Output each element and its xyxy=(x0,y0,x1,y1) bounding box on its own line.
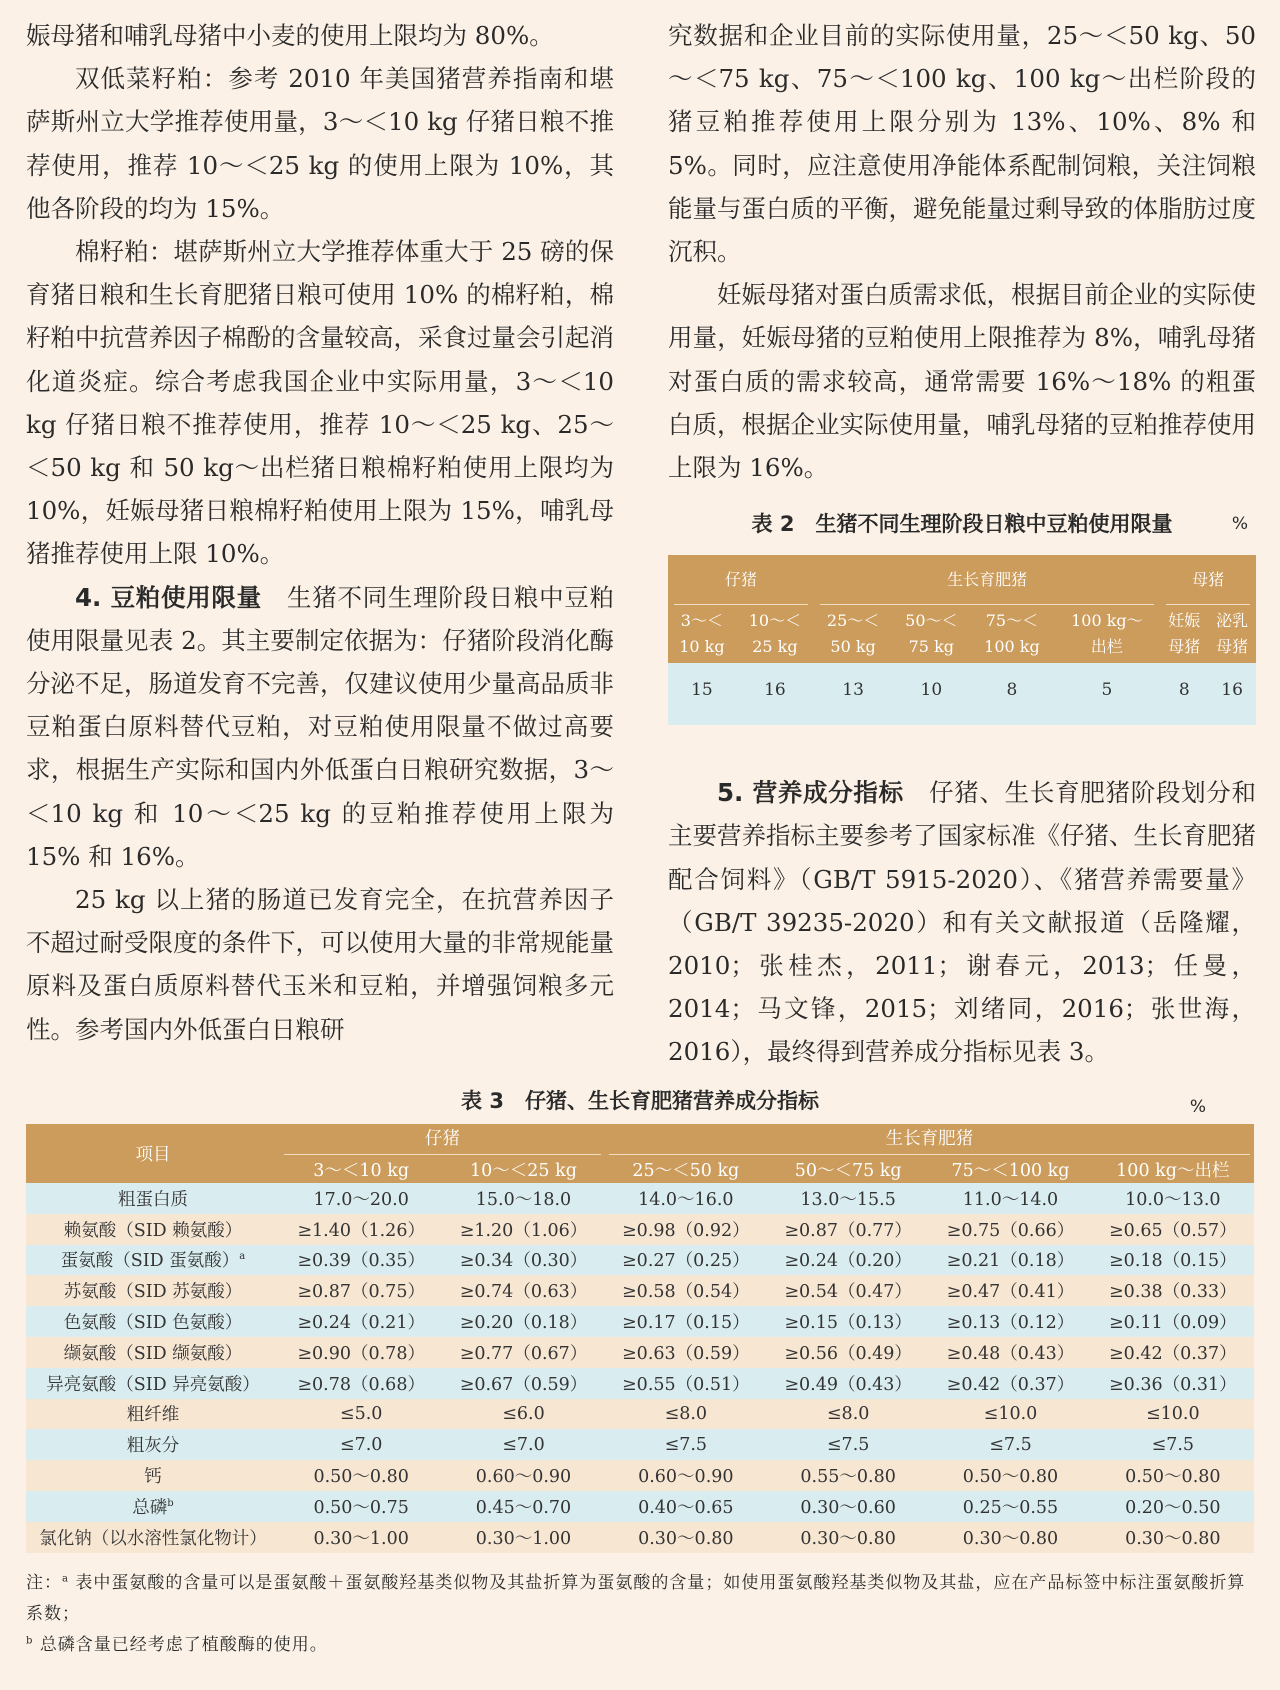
table2-cell: 13 xyxy=(814,663,892,717)
table3-cell: ≥0.13（0.12） xyxy=(929,1306,1091,1337)
table3-cell: ≥1.20（1.06） xyxy=(442,1214,604,1245)
table3-cell: 0.30～0.80 xyxy=(1092,1522,1254,1553)
table3-cell: 0.30～0.80 xyxy=(929,1522,1091,1553)
table3-cell: 0.45～0.70 xyxy=(442,1491,604,1522)
table3-cell: ≥0.38（0.33） xyxy=(1092,1275,1254,1306)
table2-cell: 16 xyxy=(736,663,814,717)
table2-cell: 8 xyxy=(1160,663,1208,717)
table3-cell: ≥0.48（0.43） xyxy=(929,1337,1091,1368)
section-heading: 4. 豆粕使用限量 xyxy=(75,582,262,612)
table3-item-cell: 赖氨酸（SID 赖氨酸） xyxy=(26,1214,280,1245)
table3-item-cell: 氯化钠（以水溶性氯化物计） xyxy=(26,1522,280,1553)
table3-cell: ≥0.24（0.21） xyxy=(280,1306,442,1337)
table2-cell: 16 xyxy=(1208,663,1256,717)
table2-col-header: 10～＜ 25 kg xyxy=(736,605,814,663)
table3-item-cell: 缬氨酸（SID 缬氨酸） xyxy=(26,1337,280,1368)
paragraph xyxy=(668,771,1256,1073)
table3-row xyxy=(26,1522,1254,1553)
table3-cell: ≥0.42（0.37） xyxy=(929,1368,1091,1399)
table3-cell: ≥0.63（0.59） xyxy=(605,1337,767,1368)
table3-cell: ≥0.11（0.09） xyxy=(1092,1306,1254,1337)
table3-row xyxy=(26,1337,1254,1368)
table2-col-header: 100 kg～ 出栏 xyxy=(1053,605,1160,663)
table2-col-header: 50～＜ 75 kg xyxy=(892,605,970,663)
table3-cell: ≥0.20（0.18） xyxy=(442,1306,604,1337)
table3-cell: 0.50～0.80 xyxy=(929,1460,1091,1491)
table3-cell: ≥0.55（0.51） xyxy=(605,1368,767,1399)
table3-cell: 11.0～14.0 xyxy=(929,1183,1091,1214)
table3-cell: 0.60～0.90 xyxy=(605,1460,767,1491)
table2-cell: 15 xyxy=(668,663,736,717)
table3-cell: ≤5.0 xyxy=(280,1399,442,1430)
table3-row xyxy=(26,1460,1254,1491)
table3-cell: ≤8.0 xyxy=(767,1399,929,1430)
table-notes xyxy=(26,1568,1254,1661)
table3-cell: ≥0.98（0.92） xyxy=(605,1214,767,1245)
note-b: $^b$ 总磷含量已经考虑了植酸酶的使用。 xyxy=(26,1635,328,1655)
paragraph: 究数据和企业目前的实际使用量，25～＜50 kg、50～＜75 kg、75～＜100 kg、100 kg～出栏阶段的猪豆粕推荐使用上限分别为 13%、10%、8% 和 5%。同时，应注意使用净能体系配制饲粮，关注饲粮能量与蛋白质的平衡，避免能量过剩导致的体脂肪过度沉积。 xyxy=(668,21,1256,267)
paragraph: 双低菜籽粕：参考 2010 年美国猪营养指南和堪萨斯州立大学推荐使用量，3～＜10 kg 仔猪日粮不推荐使用，推荐 10～＜25 kg 的使用上限为 10%，其他各阶段的均为 15%。 xyxy=(26,64,614,223)
table3-row xyxy=(26,1183,1254,1214)
table3-cell: ≥0.21（0.18） xyxy=(929,1245,1091,1276)
table2-group-header: 仔猪 xyxy=(668,555,814,605)
table3-group-header: 生长育肥猪 xyxy=(605,1124,1254,1155)
table3-cell: ≤7.0 xyxy=(442,1429,604,1460)
table3-cell: 0.55～0.80 xyxy=(767,1460,929,1491)
table3-cell: 15.0～18.0 xyxy=(442,1183,604,1214)
table3-row xyxy=(26,1429,1254,1460)
table2-unit: % xyxy=(1231,514,1248,535)
table2-col-header: 75～＜ 100 kg xyxy=(970,605,1053,663)
table3-cell: 0.30～1.00 xyxy=(280,1522,442,1553)
table3-item-cell: 异亮氨酸（SID 异亮氨酸） xyxy=(26,1368,280,1399)
table2-col-header: 25～＜ 50 kg xyxy=(814,605,892,663)
table3-cell: ≥0.78（0.68） xyxy=(280,1368,442,1399)
table3-row xyxy=(26,1491,1254,1522)
table3-item-cell: 蛋氨酸（SID 蛋氨酸）$^a$ xyxy=(26,1245,280,1276)
table2-col-header: 3～＜ 10 kg xyxy=(668,605,736,663)
table3-cell: ≥0.39（0.35） xyxy=(280,1245,442,1276)
table3-cell: 0.50～0.75 xyxy=(280,1491,442,1522)
table3-cell: ≥0.87（0.75） xyxy=(280,1275,442,1306)
table3-cell: 0.50～0.80 xyxy=(280,1460,442,1491)
table3-cell: ≥0.56（0.49） xyxy=(767,1337,929,1368)
table3-cell: ≤7.0 xyxy=(280,1429,442,1460)
table3-cell: ≤7.5 xyxy=(929,1429,1091,1460)
table3-cell: ≥0.15（0.13） xyxy=(767,1306,929,1337)
table3-cell: 13.0～15.5 xyxy=(767,1183,929,1214)
table2-cell: 5 xyxy=(1053,663,1160,717)
table2-group-header: 母猪 xyxy=(1160,555,1256,605)
note-a: 注：$^a$ 表中蛋氨酸的含量可以是蛋氨酸＋蛋氨酸羟基类似物及其盐折算为蛋氨酸的含量；如使用蛋氨酸羟基类似物及其盐，应在产品标签中标注蛋氨酸折算系数； xyxy=(26,1573,1246,1624)
table3-cell: ≥0.54（0.47） xyxy=(767,1275,929,1306)
table3-cell: ≥0.27（0.25） xyxy=(605,1245,767,1276)
table2-col-header: 泌乳 母猪 xyxy=(1208,605,1256,663)
table3-cell: ≥0.90（0.78） xyxy=(280,1337,442,1368)
table3-cell: ≥0.67（0.59） xyxy=(442,1368,604,1399)
table3-row xyxy=(26,1399,1254,1430)
table3-cell: 10.0～13.0 xyxy=(1092,1183,1254,1214)
table3-cell: ≥0.58（0.54） xyxy=(605,1275,767,1306)
table3-row xyxy=(26,1306,1254,1337)
table3-title: 表 3 仔猪、生长育肥猪营养成分指标 xyxy=(461,1089,819,1113)
table3-item-cell: 色氨酸（SID 色氨酸） xyxy=(26,1306,280,1337)
table2-cell: 10 xyxy=(892,663,970,717)
table3-row xyxy=(26,1245,1254,1276)
table3-cell: ≥0.65（0.57） xyxy=(1092,1214,1254,1245)
table3-col-header: 50～＜75 kg xyxy=(767,1155,929,1183)
table3-item-cell: 粗灰分 xyxy=(26,1429,280,1460)
table3-cell: ≥0.49（0.43） xyxy=(767,1368,929,1399)
table3-group-header: 仔猪 xyxy=(280,1124,605,1155)
paragraph: 25 kg 以上猪的肠道已发育完全，在抗营养因子不超过耐受限度的条件下，可以使用大量的非常规能量原料及蛋白质原料替代玉米和豆粕，并增强饲粮多元性。参考国内外低蛋白日粮研 xyxy=(26,885,614,1044)
table3-cell: ≥0.75（0.66） xyxy=(929,1214,1091,1245)
paragraph: 娠母猪和哺乳母猪中小麦的使用上限均为 80%。 xyxy=(26,21,554,50)
table3-cell: ≥0.77（0.67） xyxy=(442,1337,604,1368)
table3-cell: 14.0～16.0 xyxy=(605,1183,767,1214)
paragraph-text: 生猪不同生理阶段日粮中豆粕使用限量见表 2。其主要制定依据为：仔猪阶段消化酶分泌不足，肠道发育不完善，仅建议使用少量高品质非豆粕蛋白原料替代豆粕，对豆粕使用限量不做过高要求，根据生产实际和国内外低蛋白日粮研究数据，3～＜10 kg 和 10～＜25 kg 的豆粕推荐使用上限为 15% 和 16%。 xyxy=(26,582,615,871)
table3-cell: 17.0～20.0 xyxy=(280,1183,442,1214)
table3-unit: % xyxy=(1189,1097,1206,1117)
table3-cell: ≤7.5 xyxy=(767,1429,929,1460)
table2 xyxy=(668,555,1256,725)
table2-col-header: 妊娠 母猪 xyxy=(1160,605,1208,663)
table3-item-cell: 粗蛋白质 xyxy=(26,1183,280,1214)
paragraph xyxy=(26,576,614,878)
table3-cell: 0.25～0.55 xyxy=(929,1491,1091,1522)
table3-item-header: 项目 xyxy=(26,1124,280,1183)
table3-col-header: 3～＜10 kg xyxy=(280,1155,442,1183)
table3-col-header: 75～＜100 kg xyxy=(929,1155,1091,1183)
left-column xyxy=(26,14,614,1051)
table3-cell: 0.30～0.60 xyxy=(767,1491,929,1522)
section-heading: 5. 营养成分指标 xyxy=(717,778,904,808)
table2-cell: 8 xyxy=(970,663,1053,717)
paragraph: 棉籽粕：堪萨斯州立大学推荐体重大于 25 磅的保育猪日粮和生长育肥猪日粮可使用 10% 的棉籽粕，棉籽粕中抗营养因子棉酚的含量较高，采食过量会引起消化道炎症。综合考虑我国企业中实际用量，3～＜10 kg 仔猪日粮不推荐使用，推荐 10～＜25 kg、25～＜50 kg 和 50 kg～出栏猪日粮棉籽粕使用上限均为 10%，妊娠母猪日粮棉籽粕使用上限为 15%，哺乳母猪推荐使用上限 10%。 xyxy=(26,237,614,569)
table3-cell: 0.30～1.00 xyxy=(442,1522,604,1553)
table3-cell: 0.40～0.65 xyxy=(605,1491,767,1522)
table3-cell: ≤7.5 xyxy=(1092,1429,1254,1460)
table3-cell: ≥0.24（0.20） xyxy=(767,1245,929,1276)
table3-cell: ≤10.0 xyxy=(929,1399,1091,1430)
table3-cell: ≤6.0 xyxy=(442,1399,604,1430)
table3-cell: ≥0.18（0.15） xyxy=(1092,1245,1254,1276)
right-column xyxy=(668,14,1256,1074)
table3-cell: ≥0.34（0.30） xyxy=(442,1245,604,1276)
paragraph: 妊娠母猪对蛋白质需求低，根据目前企业的实际使用量，妊娠母猪的豆粕使用上限推荐为 8%，哺乳母猪对蛋白质的需求较高，通常需要 16%～18% 的粗蛋白质，根据企业实际使用量，哺乳母猪的豆粕推荐使用上限为 16%。 xyxy=(668,280,1256,483)
table3-cell: ≤8.0 xyxy=(605,1399,767,1430)
table3-cell: ≥0.42（0.37） xyxy=(1092,1337,1254,1368)
table3-row xyxy=(26,1368,1254,1399)
table2-caption xyxy=(668,509,1256,539)
table3-row xyxy=(26,1214,1254,1245)
table3-cell: ≥0.47（0.41） xyxy=(929,1275,1091,1306)
table2-group-header: 生长育肥猪 xyxy=(814,555,1160,605)
table3-caption xyxy=(26,1086,1254,1116)
table3-cell: 0.30～0.80 xyxy=(605,1522,767,1553)
table2-title: 表 2 生猪不同生理阶段日粮中豆粕使用限量 xyxy=(751,512,1173,537)
table3-cell: ≥0.36（0.31） xyxy=(1092,1368,1254,1399)
table3-cell: 0.20～0.50 xyxy=(1092,1491,1254,1522)
table3-cell: ≥0.17（0.15） xyxy=(605,1306,767,1337)
table3-row xyxy=(26,1275,1254,1306)
table3-item-cell: 钙 xyxy=(26,1460,280,1491)
table3-cell: ≥0.87（0.77） xyxy=(767,1214,929,1245)
table3-col-header: 100 kg～出栏 xyxy=(1092,1155,1254,1183)
table3-cell: ≥0.74（0.63） xyxy=(442,1275,604,1306)
paragraph-text: 仔猪、生长育肥猪阶段划分和主要营养指标主要参考了国家标准《仔猪、生长育肥猪配合饲料》（GB/T 5915-2020）、《猪营养需要量》（GB/T 39235-2020）和有关文献报道（岳隆耀，2010；张桂杰，2011；谢春元，2013；任曼，2014；马文锋，2015；刘绪同，2016；张世海，2016），最终得到营养成分指标见表 3。 xyxy=(668,778,1257,1067)
table3-col-header: 10～＜25 kg xyxy=(442,1155,604,1183)
table3-item-cell: 苏氨酸（SID 苏氨酸） xyxy=(26,1275,280,1306)
table3-cell: 0.50～0.80 xyxy=(1092,1460,1254,1491)
table3 xyxy=(26,1124,1254,1553)
table3-cell: 0.60～0.90 xyxy=(442,1460,604,1491)
table3-item-cell: 粗纤维 xyxy=(26,1399,280,1430)
table3-cell: ≥1.40（1.26） xyxy=(280,1214,442,1245)
table3-cell: 0.30～0.80 xyxy=(767,1522,929,1553)
table3-cell: ≤10.0 xyxy=(1092,1399,1254,1430)
table3-item-cell: 总磷$^b$ xyxy=(26,1491,280,1522)
table3-col-header: 25～＜50 kg xyxy=(605,1155,767,1183)
table3-cell: ≤7.5 xyxy=(605,1429,767,1460)
